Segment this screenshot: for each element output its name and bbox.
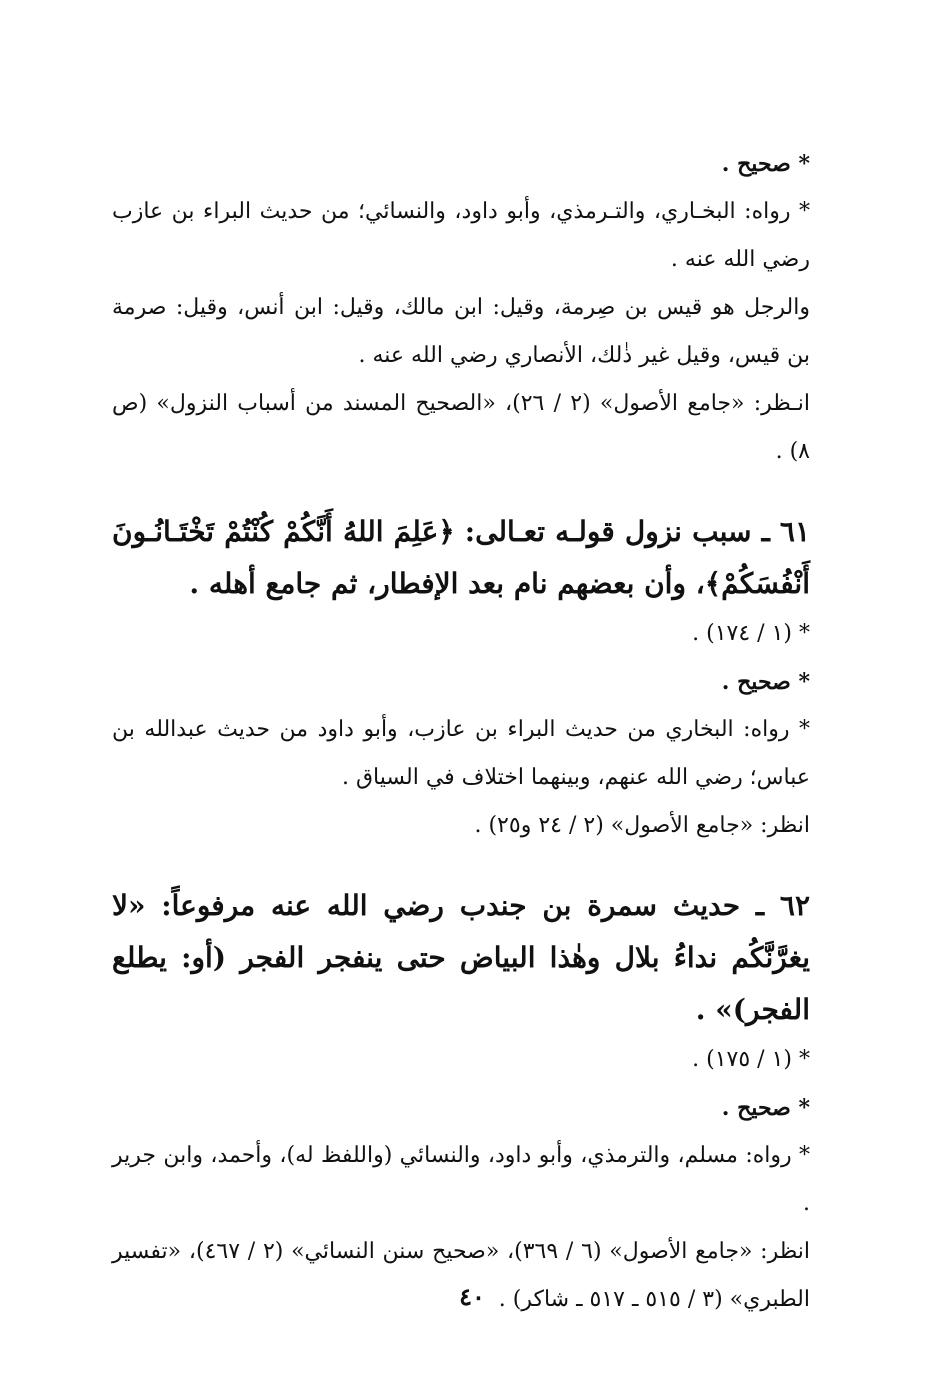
page-body <box>112 140 836 1324</box>
grade-sahih-1: * صحيح . <box>721 151 810 177</box>
section-gap <box>112 850 836 880</box>
references-61: انظر: «جامع الأصول» (٢ / ٢٤ و٢٥) . <box>474 813 810 838</box>
page-number: ٤٠ <box>459 1282 485 1311</box>
heading-62: ٦٢ ـ حديث سمرة بن جندب رضي الله عنه مرفوعاً: «لا يغرَّنَّكُم نداءُ بلال وهٰذا البياض حتى ينفجر الفجر (أو: يطلع الفجر)» . <box>112 889 810 1026</box>
grade-sahih-62: * صحيح . <box>721 1095 810 1121</box>
heading-61: ٦١ ـ سبب نزول قولـه تعـالى: ﴿عَلِمَ اللهُ أَنَّكُمْ كُنْتُمْ تَخْتَـانُـونَ أَنْفُسَكُمْ﴾، وأن بعضهم نام بعد الإفطار، ثم جامع أهله . <box>112 515 810 600</box>
section-gap <box>112 476 836 506</box>
narration-61: * رواه: البخاري من حديث البراء بن عازب، وأبو داود من حديث عبدالله بن عباس؛ رضي الله عنهم، وبينهما اختلاف في السياق . <box>112 717 810 790</box>
narration-1: * رواه: البخـاري، والتـرمذي، وأبو داود، والنسائي؛ من حديث البراء بن عازب رضي الله عنه . <box>112 199 810 272</box>
man-identity: والرجل هو قيس بن صِرمة، وقيل: ابن مالك، وقيل: ابن أنس، وقيل: صرمة بن قيس، وقيل غير ذٰلك، الأنصاري رضي الله عنه . <box>112 295 810 368</box>
references-1: انـظر: «جامع الأصول» (٢ / ٢٦)، «الصحيح المسند من أسباب النزول» (ص ٨) . <box>112 391 810 464</box>
volume-ref-62: * (١ / ١٧٥) . <box>692 1047 810 1072</box>
volume-ref-61: * (١ / ١٧٤) . <box>692 621 810 646</box>
narration-62: * رواه: مسلم، والترمذي، وأبو داود، والنسائي (واللفظ له)، وأحمد، وابن جرير . <box>112 1143 810 1216</box>
references-62: انظر: «جامع الأصول» (٦ / ٣٦٩)، «صحيح سنن النسائي» (٢ / ٤٦٧)، «تفسير الطبري» (٣ / ٥١٥ ـ ٥١٧ ـ شاكر) . <box>112 1239 811 1312</box>
grade-sahih-61: * صحيح . <box>721 669 810 695</box>
